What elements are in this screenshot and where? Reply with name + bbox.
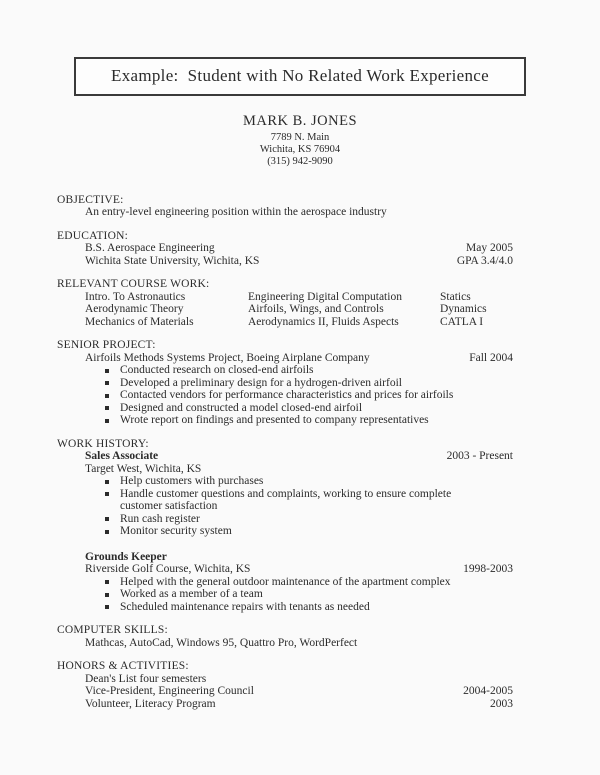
senior-project-heading: SENIOR PROJECT: — [57, 339, 156, 352]
bullet-item: Help customers with purchases — [103, 475, 495, 488]
work-history-heading: WORK HISTORY: — [57, 437, 149, 450]
course: Intro. To Astronautics — [85, 290, 186, 303]
course: CATLA I — [440, 315, 484, 328]
honors-heading: HONORS & ACTIVITIES: — [57, 660, 189, 673]
honor-item: Vice-President, Engineering Council — [85, 685, 254, 698]
honor-item: Dean's List four semesters — [85, 672, 207, 685]
course: Mechanics of Materials — [85, 315, 194, 328]
job-entry — [57, 450, 513, 538]
bullet-item: Developed a preliminary design for a hydrogen-driven airfoil — [103, 377, 513, 390]
job-employer: Riverside Golf Course, Wichita, KS — [85, 563, 251, 576]
bullet-item: Contacted vendors for performance characteristics and prices for airfoils — [103, 389, 513, 402]
job-employer-row — [57, 463, 513, 476]
senior-project-bullets — [103, 364, 513, 427]
address-line-2: Wichita, KS 76904 — [259, 143, 341, 155]
job-title: Sales Associate — [85, 450, 159, 463]
course: Engineering Digital Computation — [248, 290, 402, 303]
job-date: 2003 - Present — [446, 450, 513, 463]
course: Dynamics — [440, 303, 487, 316]
section-senior-project — [57, 339, 513, 427]
university: Wichita State University, Wichita, KS — [85, 254, 260, 267]
course: Aerodynamics II, Fluids Aspects — [248, 315, 399, 328]
job-entry — [57, 551, 513, 614]
computer-skills-text: Mathcas, AutoCad, Windows 95, Quattro Pro, WordPerfect — [85, 636, 358, 649]
candidate-name: MARK B. JONES — [242, 113, 358, 129]
bullet-item: Conducted research on closed-end airfoils — [103, 364, 513, 377]
bullet-item: Wrote report on findings and presented to company representatives — [103, 414, 513, 427]
section-work-history — [57, 438, 513, 614]
coursework-column — [440, 291, 513, 329]
honors-row — [57, 698, 513, 711]
course: Airfoils, Wings, and Controls — [248, 303, 384, 316]
education-row — [57, 242, 513, 255]
course: Statics — [440, 290, 471, 303]
graduation-date: May 2005 — [466, 242, 513, 255]
bullet-item: Scheduled maintenance repairs with tenants as needed — [103, 601, 495, 614]
honors-row — [57, 685, 513, 698]
coursework-column — [85, 291, 248, 329]
bullet-item: Run cash register — [103, 513, 495, 526]
resume-page — [0, 57, 600, 775]
coursework-column — [248, 291, 440, 329]
gpa: GPA 3.4/4.0 — [456, 254, 513, 267]
bullet-item: Handle customer questions and complaints, working to ensure complete customer satisfaction — [103, 488, 495, 513]
bullet-item: Worked as a member of a team — [103, 588, 495, 601]
job-title-row — [57, 450, 513, 463]
honor-date: 2004-2005 — [463, 685, 513, 698]
education-heading: EDUCATION: — [57, 229, 128, 242]
coursework-heading: RELEVANT COURSE WORK: — [57, 278, 210, 291]
section-honors — [57, 660, 513, 710]
section-education — [57, 230, 513, 268]
education-row — [57, 255, 513, 268]
job-employer-row — [57, 563, 513, 576]
bullet-item: Monitor security system — [103, 525, 495, 538]
section-objective — [57, 194, 513, 219]
job-title-row — [57, 551, 513, 564]
job-bullets — [103, 576, 495, 614]
job-bullets — [103, 475, 495, 538]
section-coursework — [57, 278, 513, 328]
honor-date: 2003 — [490, 697, 513, 710]
resume-body — [57, 194, 513, 711]
job-title: Grounds Keeper — [85, 550, 167, 563]
contact-block — [0, 113, 600, 168]
project-date: Fall 2004 — [469, 351, 513, 364]
address-line-1: 7789 N. Main — [270, 131, 330, 143]
project-title: Airfoils Methods Systems Project, Boeing Airplane Company — [85, 351, 370, 364]
phone-number: (315) 942-9090 — [267, 155, 333, 167]
degree: B.S. Aerospace Engineering — [85, 242, 215, 255]
section-computer-skills — [57, 624, 513, 649]
job-date: 1998-2003 — [463, 563, 513, 576]
coursework-grid — [85, 291, 513, 329]
objective-heading: OBJECTIVE: — [57, 193, 124, 206]
bullet-item: Helped with the general outdoor maintenance of the apartment complex — [103, 576, 495, 589]
example-banner: Example: Student with No Related Work Experience — [74, 57, 526, 96]
senior-project-title-row — [57, 352, 513, 365]
bullet-item: Designed and constructed a model closed-end airfoil — [103, 402, 513, 415]
course: Aerodynamic Theory — [85, 303, 184, 316]
honor-item: Volunteer, Literacy Program — [85, 697, 216, 710]
honors-row — [57, 673, 513, 686]
job-employer: Target West, Wichita, KS — [85, 462, 202, 475]
computer-skills-heading: COMPUTER SKILLS: — [57, 624, 168, 637]
objective-text: An entry-level engineering position within the aerospace industry — [85, 206, 387, 219]
